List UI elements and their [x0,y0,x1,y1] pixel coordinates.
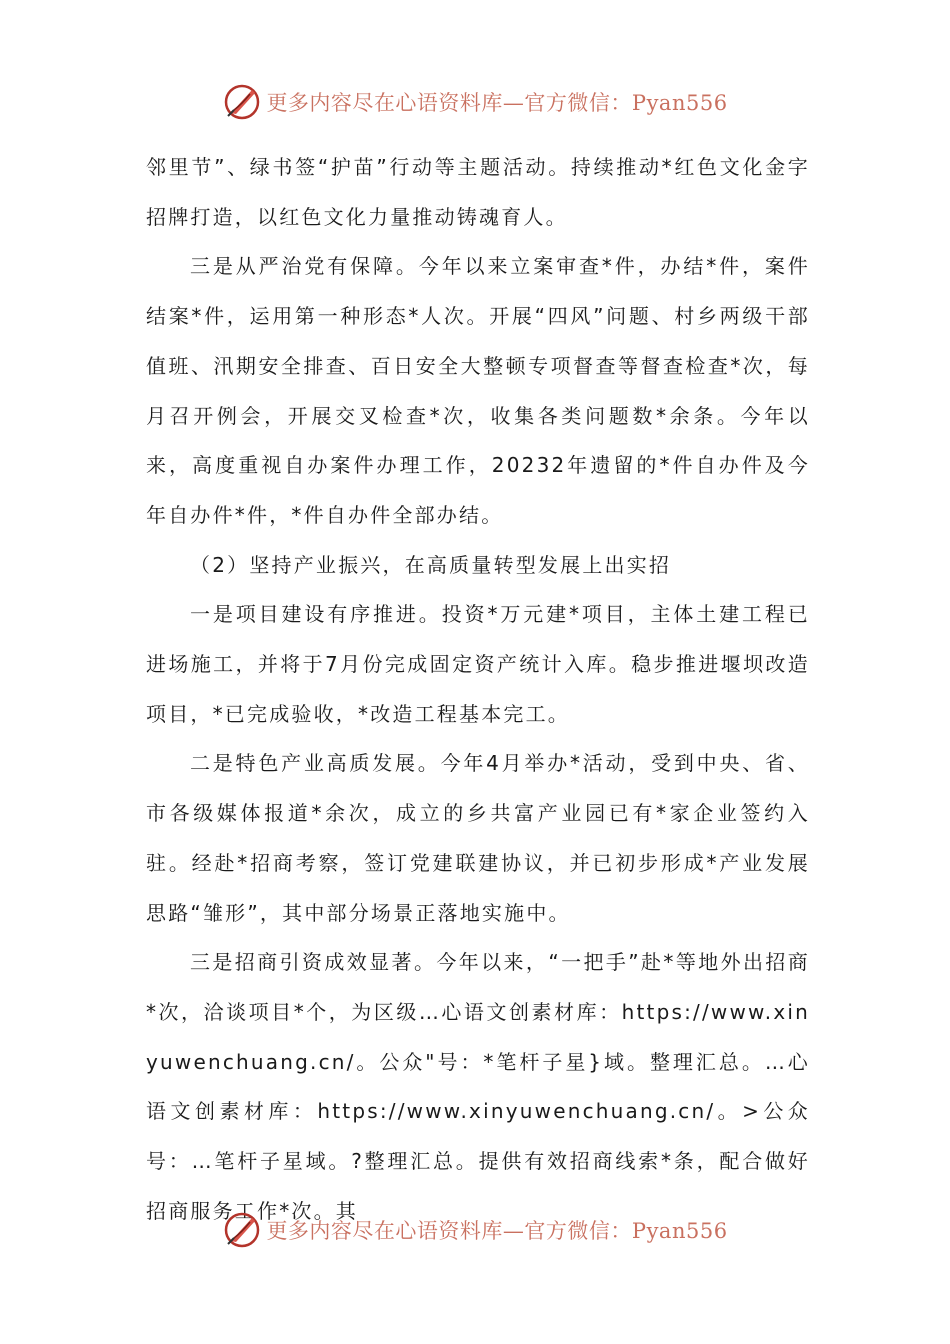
section-heading: （2）坚持产业振兴，在高质量转型发展上出实招 [190,552,672,577]
footer-watermark-banner [0,1208,950,1252]
paragraph-2: 三是从严治党有保障。今年以来立案审查*件，办结*件，案件结案*件，运用第一种形态*人次。开展“四风”问题、村乡两级干部值班、汛期安全排查、百日安全大整顿专项督查等督查检查*次，每月召开例会，开展交叉检查*次，收集各类问题数*余条。今年以来，高度重视自办案件办理工作，20232年遗留的*件自办件及今年自办件*件，*件自办件全部办结。 [146,254,810,527]
footer-watermark-text: 更多内容尽在心语资料库—官方微信：Pyan556 [266,1219,728,1243]
quill-logo-icon [222,1210,262,1250]
paragraph-3: 一是项目建设有序推进。投资*万元建*项目，主体土建工程已进场施工，并将于7月份完成固定资产统计入库。稳步推进堰坝改造项目，*已完成验收，*改造工程基本完工。 [146,602,810,726]
document-body [146,143,810,1236]
header-watermark-banner [0,80,950,124]
header-watermark-text: 更多内容尽在心语资料库—官方微信：Pyan556 [266,91,728,115]
quill-logo-icon [222,82,262,122]
paragraph-4: 二是特色产业高质发展。今年4月举办*活动，受到中央、省、市各级媒体报道*余次，成立的乡共富产业园已有*家企业签约入驻。经赴*招商考察，签订党建联建协议，并已初步形成*产业发展思路“雏形”，其中部分场景正落地实施中。 [146,751,810,925]
paragraph-1: 邻里节”、绿书签“护苗”行动等主题活动。持续推动*红色文化金字招牌打造，以红色文化力量推动铸魂育人。 [146,155,810,229]
paragraph-5: 三是招商引资成效显著。今年以来，“一把手”赴*等地外出招商*次，洽谈项目*个，为区级…心语文创素材库：https://www.xinyuwenchuang.cn/。公众"号：*笔杆子星}域。整理汇总。…心语文创素材库：https://www.xinyuwenchuang.cn/。>公众号：…笔杆子星域。?整理汇总。提供有效招商线索*条，配合做好招商服务工作*次。其 [146,950,810,1223]
